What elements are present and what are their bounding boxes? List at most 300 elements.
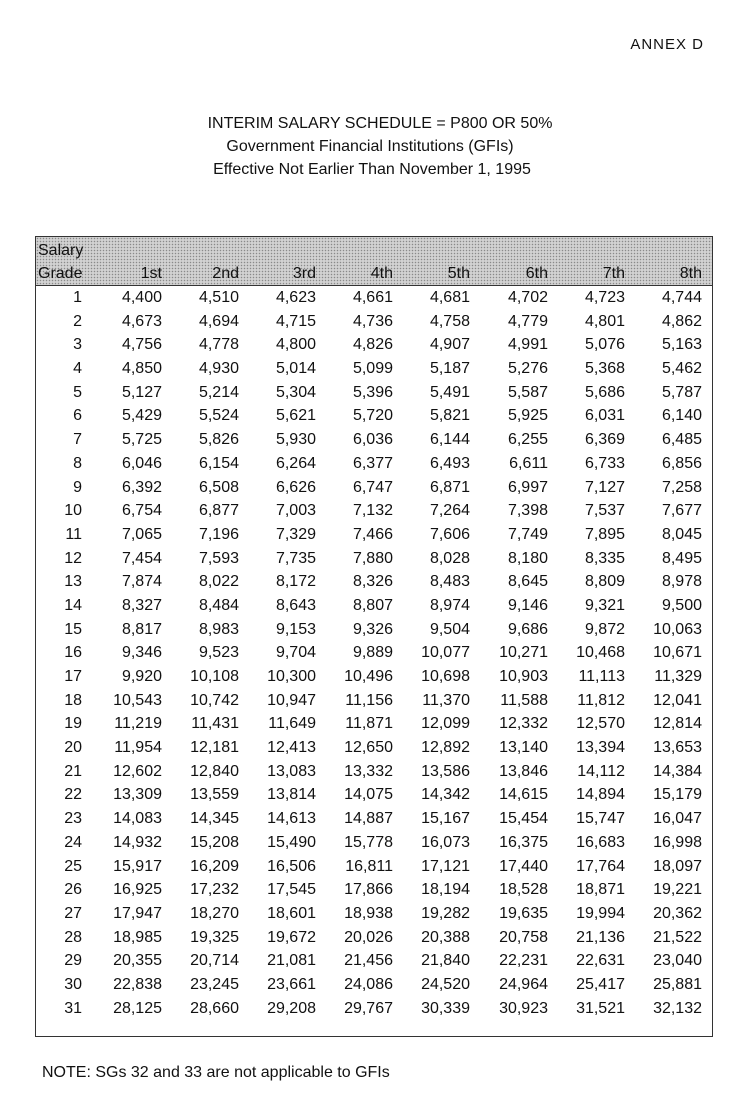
salary-value-cell: 6,255 (507, 431, 548, 449)
salary-value-cell: 17,232 (190, 881, 239, 899)
salary-value-cell: 10,698 (421, 668, 470, 685)
salary-value-cell: 4,800 (275, 336, 316, 354)
salary-value-cell: 5,925 (507, 407, 548, 425)
salary-value-cell: 10,271 (499, 644, 548, 662)
salary-value-cell: 13,140 (499, 739, 548, 757)
salary-value-cell: 9,153 (275, 620, 316, 638)
salary-grade-cell: 18 (64, 691, 82, 709)
salary-value-cell: 6,140 (661, 407, 702, 425)
salary-value-cell: 6,747 (352, 478, 393, 496)
salary-value-cell: 21,522 (653, 928, 702, 946)
table-row (36, 878, 712, 902)
salary-value-cell: 8,180 (507, 549, 548, 567)
table-row (36, 902, 712, 926)
salary-value-cell: 23,040 (653, 952, 702, 970)
salary-value-cell: 29,208 (267, 999, 316, 1017)
salary-value-cell: 7,065 (121, 525, 162, 543)
salary-value-cell: 9,321 (584, 596, 625, 614)
salary-value-cell: 21,136 (576, 928, 625, 946)
salary-value-cell: 10,543 (113, 691, 162, 709)
salary-value-cell: 8,327 (121, 596, 162, 614)
salary-value-cell: 14,887 (344, 810, 393, 828)
salary-value-cell: 15,490 (267, 833, 316, 851)
salary-value-cell: 13,586 (421, 762, 470, 780)
salary-grade-cell: 12 (64, 549, 82, 567)
column-header-step: 7th (602, 265, 625, 282)
salary-value-cell: 12,602 (113, 762, 162, 780)
salary-value-cell: 6,626 (275, 478, 316, 496)
footnote: NOTE: SGs 32 and 33 are not applicable to GFIs (42, 1064, 390, 1081)
salary-value-cell: 15,747 (576, 810, 625, 828)
salary-value-cell: 16,998 (653, 833, 702, 851)
salary-value-cell: 4,510 (198, 289, 239, 306)
salary-value-cell: 6,856 (661, 454, 702, 472)
salary-value-cell: 24,964 (499, 975, 548, 993)
salary-value-cell: 25,417 (576, 975, 625, 993)
salary-grade-cell: 11 (65, 525, 82, 543)
table-row (36, 855, 712, 879)
column-header-step: 3rd (292, 265, 316, 282)
salary-value-cell: 15,454 (499, 810, 548, 828)
salary-value-cell: 5,524 (198, 407, 239, 425)
salary-value-cell: 6,377 (352, 454, 393, 472)
salary-value-cell: 5,368 (584, 360, 625, 378)
salary-value-cell: 17,440 (499, 857, 548, 875)
salary-value-cell: 16,047 (653, 810, 702, 828)
document-title (0, 112, 750, 181)
salary-value-cell: 11,370 (422, 691, 470, 709)
salary-value-cell: 10,671 (653, 644, 702, 662)
salary-value-cell: 5,099 (352, 360, 393, 378)
salary-value-cell: 24,086 (344, 975, 393, 993)
salary-value-cell: 18,194 (421, 881, 470, 899)
table-row (36, 547, 712, 571)
salary-value-cell: 11,649 (268, 715, 316, 733)
salary-grade-cell: 30 (64, 975, 82, 993)
salary-value-cell: 14,615 (499, 786, 548, 804)
salary-value-cell: 9,346 (121, 644, 162, 662)
salary-value-cell: 14,342 (421, 786, 470, 804)
salary-value-cell: 9,704 (275, 644, 316, 662)
salary-value-cell: 21,081 (267, 952, 316, 970)
salary-value-cell: 7,264 (429, 502, 470, 520)
salary-value-cell: 6,733 (584, 454, 625, 472)
salary-value-cell: 8,809 (584, 573, 625, 591)
salary-value-cell: 16,811 (345, 857, 393, 875)
salary-value-cell: 4,400 (121, 289, 162, 306)
salary-value-cell: 10,947 (267, 691, 316, 709)
salary-value-cell: 4,758 (429, 312, 470, 330)
salary-value-cell: 9,523 (198, 644, 239, 662)
table-row (36, 523, 712, 547)
table-row (36, 286, 712, 310)
table-row (36, 499, 712, 523)
salary-value-cell: 8,817 (121, 620, 162, 638)
salary-value-cell: 22,231 (499, 952, 548, 970)
salary-value-cell: 20,355 (113, 952, 162, 970)
salary-value-cell: 6,871 (429, 478, 470, 496)
salary-grade-cell: 24 (64, 833, 82, 851)
column-header-step: 8th (679, 265, 702, 282)
salary-value-cell: 10,468 (576, 644, 625, 662)
table-row (36, 783, 712, 807)
salary-value-cell: 5,621 (275, 407, 316, 425)
salary-value-cell: 7,895 (584, 525, 625, 543)
salary-value-cell: 18,270 (190, 904, 239, 922)
salary-value-cell: 18,871 (576, 881, 625, 899)
salary-value-cell: 9,920 (121, 668, 162, 685)
salary-value-cell: 6,392 (121, 478, 162, 496)
salary-value-cell: 13,559 (190, 786, 239, 804)
salary-value-cell: 7,677 (661, 502, 702, 520)
salary-value-cell: 8,495 (661, 549, 702, 567)
salary-value-cell: 20,026 (344, 928, 393, 946)
salary-value-cell: 16,073 (421, 833, 470, 851)
salary-value-cell: 4,715 (275, 312, 316, 330)
salary-grade-cell: 6 (73, 407, 82, 425)
salary-value-cell: 8,484 (198, 596, 239, 614)
salary-value-cell: 11,871 (345, 715, 393, 733)
salary-grade-cell: 7 (73, 431, 82, 449)
table-row (36, 428, 712, 452)
salary-value-cell: 12,570 (576, 715, 625, 733)
table-row (36, 926, 712, 950)
salary-value-cell: 18,938 (344, 904, 393, 922)
title-line-1: INTERIM SALARY SCHEDULE = P800 OR 50% (207, 115, 553, 132)
salary-value-cell: 14,384 (653, 762, 702, 780)
salary-value-cell: 12,041 (653, 691, 702, 709)
salary-grade-cell: 26 (64, 881, 82, 899)
salary-value-cell: 18,985 (113, 928, 162, 946)
salary-value-cell: 11,219 (114, 715, 162, 733)
salary-value-cell: 22,838 (113, 975, 162, 993)
salary-value-cell: 11,812 (577, 691, 625, 709)
column-header-step: 6th (525, 265, 548, 282)
salary-value-cell: 9,504 (429, 620, 470, 638)
salary-value-cell: 17,947 (113, 904, 162, 922)
salary-value-cell: 14,112 (577, 762, 625, 780)
salary-value-cell: 11,113 (578, 668, 625, 685)
salary-value-cell: 12,892 (421, 739, 470, 757)
salary-grade-cell: 21 (64, 762, 82, 780)
table-row (36, 641, 712, 665)
salary-value-cell: 6,144 (429, 431, 470, 449)
salary-value-cell: 14,613 (267, 810, 316, 828)
salary-value-cell: 16,683 (576, 833, 625, 851)
salary-grade-cell: 23 (64, 810, 82, 828)
salary-value-cell: 6,485 (661, 431, 702, 449)
salary-value-cell: 4,756 (121, 336, 162, 354)
salary-value-cell: 6,154 (198, 454, 239, 472)
salary-value-cell: 24,520 (421, 975, 470, 993)
table-row (36, 570, 712, 594)
column-header-step: 2nd (212, 265, 239, 282)
salary-table (35, 236, 713, 1037)
salary-value-cell: 6,877 (198, 502, 239, 520)
salary-grade-cell: 1 (73, 289, 82, 306)
salary-value-cell: 28,660 (190, 999, 239, 1017)
salary-grade-cell: 2 (73, 312, 82, 330)
salary-value-cell: 12,814 (653, 715, 702, 733)
salary-value-cell: 8,645 (507, 573, 548, 591)
column-header-step: 5th (447, 265, 470, 282)
salary-value-cell: 12,840 (190, 762, 239, 780)
table-row (36, 476, 712, 500)
salary-grade-cell: 9 (73, 478, 82, 496)
salary-value-cell: 5,462 (661, 360, 702, 378)
salary-value-cell: 14,932 (113, 833, 162, 851)
salary-value-cell: 9,146 (507, 596, 548, 614)
salary-value-cell: 4,826 (352, 336, 393, 354)
salary-value-cell: 18,601 (267, 904, 316, 922)
salary-value-cell: 13,814 (267, 786, 316, 804)
salary-value-cell: 5,127 (121, 383, 162, 401)
salary-value-cell: 15,917 (113, 857, 162, 875)
salary-value-cell: 6,369 (584, 431, 625, 449)
salary-value-cell: 18,528 (499, 881, 548, 899)
salary-value-cell: 6,264 (275, 454, 316, 472)
salary-value-cell: 30,923 (499, 999, 548, 1017)
salary-value-cell: 4,991 (507, 336, 548, 354)
salary-value-cell: 4,862 (661, 312, 702, 330)
table-row (36, 665, 712, 689)
salary-grade-cell: 31 (64, 999, 82, 1017)
salary-value-cell: 7,593 (198, 549, 239, 567)
table-row (36, 807, 712, 831)
salary-value-cell: 12,332 (499, 715, 548, 733)
salary-value-cell: 29,767 (344, 999, 393, 1017)
salary-value-cell: 4,694 (198, 312, 239, 330)
salary-value-cell: 14,894 (576, 786, 625, 804)
salary-value-cell: 4,801 (584, 312, 625, 330)
table-row (36, 594, 712, 618)
salary-value-cell: 8,983 (198, 620, 239, 638)
salary-value-cell: 13,653 (653, 739, 702, 757)
salary-value-cell: 6,611 (509, 454, 548, 472)
salary-value-cell: 10,300 (267, 668, 316, 685)
salary-value-cell: 19,282 (421, 904, 470, 922)
salary-value-cell: 19,994 (576, 904, 625, 922)
salary-value-cell: 10,496 (344, 668, 393, 685)
salary-grade-cell: 17 (64, 668, 82, 685)
salary-value-cell: 13,083 (267, 762, 316, 780)
salary-value-cell: 13,332 (344, 762, 393, 780)
salary-value-cell: 19,635 (499, 904, 548, 922)
salary-grade-cell: 10 (64, 502, 82, 520)
table-row (36, 997, 712, 1021)
salary-value-cell: 5,587 (507, 383, 548, 401)
salary-value-cell: 5,276 (507, 360, 548, 378)
salary-value-cell: 4,907 (429, 336, 470, 354)
salary-value-cell: 5,826 (198, 431, 239, 449)
salary-value-cell: 14,075 (344, 786, 393, 804)
salary-value-cell: 21,456 (344, 952, 393, 970)
salary-value-cell: 4,673 (121, 312, 162, 330)
salary-value-cell: 4,778 (198, 336, 239, 354)
salary-value-cell: 8,807 (352, 596, 393, 614)
salary-value-cell: 17,545 (267, 881, 316, 899)
salary-value-cell: 12,181 (190, 739, 239, 757)
salary-value-cell: 32,132 (653, 999, 702, 1017)
header-grade-label: Grade (38, 265, 83, 282)
salary-value-cell: 9,889 (352, 644, 393, 662)
table-row (36, 760, 712, 784)
salary-value-cell: 15,208 (190, 833, 239, 851)
salary-grade-cell: 20 (64, 739, 82, 757)
salary-value-cell: 7,606 (429, 525, 470, 543)
salary-value-cell: 7,874 (121, 573, 162, 591)
salary-value-cell: 8,022 (198, 573, 239, 591)
salary-value-cell: 8,483 (429, 573, 470, 591)
salary-grade-cell: 3 (73, 336, 82, 354)
table-row (36, 949, 712, 973)
salary-value-cell: 16,925 (113, 881, 162, 899)
salary-value-cell: 20,758 (499, 928, 548, 946)
salary-value-cell: 5,725 (121, 431, 162, 449)
table-row (36, 333, 712, 357)
salary-grade-cell: 25 (64, 857, 82, 875)
salary-value-cell: 19,221 (653, 881, 702, 899)
salary-value-cell: 8,978 (661, 573, 702, 591)
salary-value-cell: 7,196 (198, 525, 239, 543)
salary-value-cell: 23,661 (267, 975, 316, 993)
salary-grade-cell: 29 (64, 952, 82, 970)
salary-value-cell: 5,163 (661, 336, 702, 354)
salary-grade-cell: 16 (64, 644, 82, 662)
salary-value-cell: 7,466 (352, 525, 393, 543)
salary-value-cell: 7,003 (275, 502, 316, 520)
table-row (36, 689, 712, 713)
table-row (36, 618, 712, 642)
salary-value-cell: 16,375 (499, 833, 548, 851)
table-row (36, 404, 712, 428)
salary-value-cell: 7,454 (121, 549, 162, 567)
column-header-step: 1st (140, 265, 162, 282)
salary-value-cell: 15,778 (344, 833, 393, 851)
salary-value-cell: 15,179 (653, 786, 702, 804)
salary-value-cell: 12,099 (421, 715, 470, 733)
salary-value-cell: 13,394 (576, 739, 625, 757)
salary-value-cell: 15,167 (421, 810, 470, 828)
salary-value-cell: 4,723 (584, 289, 625, 306)
salary-value-cell: 10,742 (190, 691, 239, 709)
salary-value-cell: 13,846 (499, 762, 548, 780)
salary-value-cell: 10,063 (653, 620, 702, 638)
table-row (36, 736, 712, 760)
salary-value-cell: 5,214 (198, 383, 239, 401)
salary-value-cell: 7,329 (275, 525, 316, 543)
salary-value-cell: 18,097 (653, 857, 702, 875)
salary-value-cell: 7,735 (275, 549, 316, 567)
salary-grade-cell: 4 (73, 360, 82, 378)
salary-value-cell: 17,866 (344, 881, 393, 899)
salary-value-cell: 20,362 (653, 904, 702, 922)
salary-value-cell: 6,997 (507, 478, 548, 496)
salary-grade-cell: 15 (64, 620, 82, 638)
salary-value-cell: 5,429 (121, 407, 162, 425)
salary-value-cell: 7,398 (507, 502, 548, 520)
salary-value-cell: 5,187 (429, 360, 470, 378)
salary-value-cell: 14,083 (113, 810, 162, 828)
salary-value-cell: 8,335 (584, 549, 625, 567)
salary-value-cell: 5,686 (584, 383, 625, 401)
salary-grade-cell: 8 (73, 454, 82, 472)
salary-value-cell: 11,431 (191, 715, 239, 733)
salary-value-cell: 5,787 (661, 383, 702, 401)
table-header (36, 236, 712, 286)
salary-value-cell: 5,930 (275, 431, 316, 449)
salary-value-cell: 4,623 (275, 289, 316, 306)
salary-value-cell: 6,754 (121, 502, 162, 520)
salary-value-cell: 7,258 (661, 478, 702, 496)
salary-grade-cell: 14 (64, 596, 82, 614)
salary-value-cell: 8,643 (275, 596, 316, 614)
salary-value-cell: 17,764 (576, 857, 625, 875)
salary-value-cell: 31,521 (576, 999, 625, 1017)
salary-value-cell: 21,840 (421, 952, 470, 970)
salary-value-cell: 4,681 (429, 289, 470, 306)
table-body (36, 286, 712, 1020)
salary-value-cell: 6,031 (584, 407, 625, 425)
salary-value-cell: 11,329 (654, 668, 702, 685)
salary-value-cell: 5,304 (275, 383, 316, 401)
table-row (36, 973, 712, 997)
salary-value-cell: 10,903 (499, 668, 548, 685)
salary-value-cell: 4,930 (198, 360, 239, 378)
title-line-3: Effective Not Earlier Than November 1, 1995 (213, 161, 531, 178)
table-row (36, 310, 712, 334)
salary-value-cell: 14,345 (190, 810, 239, 828)
salary-value-cell: 4,736 (352, 312, 393, 330)
salary-value-cell: 6,046 (121, 454, 162, 472)
salary-value-cell: 9,500 (661, 596, 702, 614)
salary-value-cell: 7,132 (352, 502, 393, 520)
salary-value-cell: 4,850 (121, 360, 162, 378)
salary-value-cell: 16,506 (267, 857, 316, 875)
salary-value-cell: 20,388 (421, 928, 470, 946)
salary-value-cell: 16,209 (190, 857, 239, 875)
salary-grade-cell: 5 (73, 383, 82, 401)
salary-value-cell: 10,077 (421, 644, 470, 662)
salary-value-cell: 7,537 (584, 502, 625, 520)
table-row (36, 357, 712, 381)
salary-grade-cell: 22 (64, 786, 82, 804)
salary-value-cell: 9,872 (584, 620, 625, 638)
salary-value-cell: 12,650 (344, 739, 393, 757)
salary-value-cell: 17,121 (421, 857, 470, 875)
salary-value-cell: 4,661 (352, 289, 393, 306)
salary-value-cell: 7,749 (507, 525, 548, 543)
salary-value-cell: 12,413 (267, 739, 316, 757)
salary-value-cell: 11,588 (500, 691, 548, 709)
salary-value-cell: 11,954 (114, 739, 162, 757)
salary-value-cell: 7,127 (584, 478, 625, 496)
salary-value-cell: 5,491 (429, 383, 470, 401)
salary-value-cell: 6,036 (352, 431, 393, 449)
column-header-step: 4th (370, 265, 393, 282)
salary-grade-cell: 13 (64, 573, 82, 591)
title-line-2: Government Financial Institutions (GFIs) (226, 138, 514, 155)
salary-value-cell: 30,339 (421, 999, 470, 1017)
salary-value-cell: 5,076 (584, 336, 625, 354)
salary-grade-cell: 28 (64, 928, 82, 946)
salary-value-cell: 20,714 (190, 952, 239, 970)
salary-value-cell: 5,720 (352, 407, 393, 425)
salary-value-cell: 28,125 (113, 999, 162, 1017)
salary-value-cell: 8,326 (352, 573, 393, 591)
salary-value-cell: 23,245 (190, 975, 239, 993)
salary-grade-cell: 19 (64, 715, 82, 733)
